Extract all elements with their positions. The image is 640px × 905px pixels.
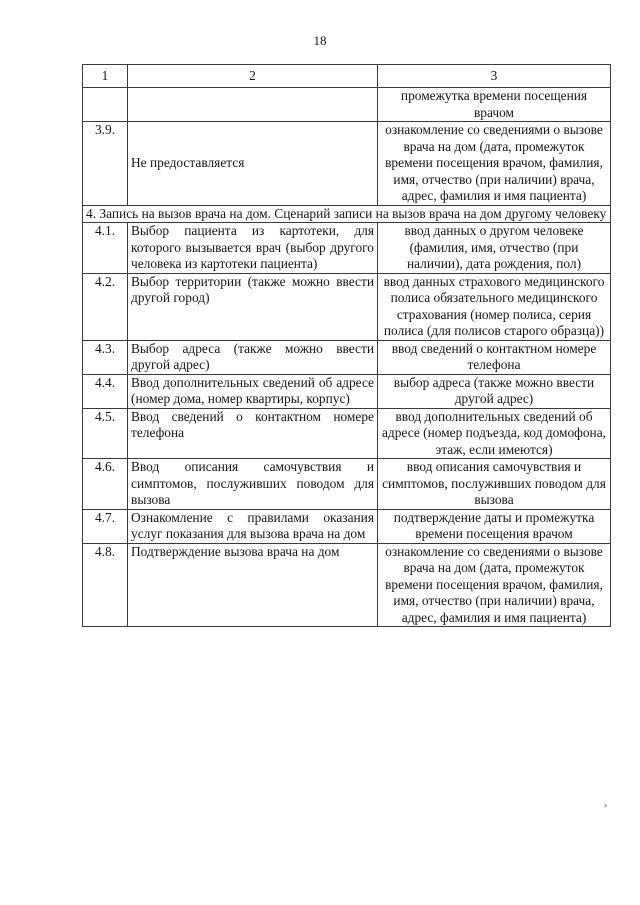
procedure-table [82,64,611,627]
row-number: 4.2. [83,273,128,340]
row-number: 4.3. [83,340,128,374]
page-number: 18 [313,33,327,48]
table-row [83,459,611,510]
table-row [83,543,611,627]
step-result: ввод дополнительных сведений об адресе (номер подъезда, код домофона, этаж, если имеются) [378,408,611,459]
section-row [83,205,611,223]
table-header-row [83,65,611,88]
table-row [83,223,611,274]
header-cell-1: 1 [83,65,128,88]
step-description: Ввод дополнительных сведений об адресе (номер дома, номер квартиры, корпус) [128,374,378,408]
step-result: подтверждение даты и промежутка времени посещения врачом [378,509,611,543]
step-description [128,88,378,122]
step-description: Выбор пациента из картотеки, для которого вызывается врач (выбор другого человека из картотеки пациента) [128,223,378,274]
row-number: 4.6. [83,459,128,510]
table-row [83,122,611,206]
step-result: ввод описания самочувствия и симптомов, послуживших поводом для вызова [378,459,611,510]
header-cell-2: 2 [128,65,378,88]
step-description: Ознакомление с правилами оказания услуг показания для вызова врача на дом [128,509,378,543]
header-cell-3: 3 [378,65,611,88]
row-number: 4.8. [83,543,128,627]
margin-mark: › [604,800,608,811]
step-result: промежутка времени посещения врачом [378,88,611,122]
row-number: 4.7. [83,509,128,543]
step-result: ознакомление со сведениями о вызове врача на дом (дата, промежуток времени посещения врачом, фамилия, имя, отчество (при наличии) врача, адрес, фамилия и имя пациента) [378,543,611,627]
step-result: ввод сведений о контактном номере телефона [378,340,611,374]
table-row [83,88,611,122]
step-description: Ввод сведений о контактном номере телефона [128,408,378,459]
table-row [83,374,611,408]
row-number: 4.1. [83,223,128,274]
table-row [83,509,611,543]
step-description: Подтверждение вызова врача на дом [128,543,378,627]
row-number [83,88,128,122]
step-result: ввод данных страхового медицинского полиса обязательного медицинского страхования (номер полиса, серия полиса (для полисов старого образца)) [378,273,611,340]
row-number: 4.4. [83,374,128,408]
table-row [83,273,611,340]
step-result: выбор адреса (также можно ввести другой адрес) [378,374,611,408]
table-row [83,408,611,459]
step-description: Выбор адреса (также можно ввести другой адрес) [128,340,378,374]
step-result: ознакомление со сведениями о вызове врача на дом (дата, промежуток времени посещения врачом, фамилия, имя, отчество (при наличии) врача, адрес, фамилия и имя пациента) [378,122,611,206]
step-description: Ввод описания самочувствия и симптомов, послуживших поводом для вызова [128,459,378,510]
row-number: 3.9. [83,122,128,206]
row-number: 4.5. [83,408,128,459]
step-description: Не предоставляется [128,122,378,206]
step-result: ввод данных о другом человеке (фамилия, имя, отчество (при наличии), дата рождения, пол) [378,223,611,274]
section-heading: 4. Запись на вызов врача на дом. Сценарий записи на вызов врача на дом другому человеку [83,205,611,223]
table-row [83,340,611,374]
step-description: Выбор территории (также можно ввести другой город) [128,273,378,340]
